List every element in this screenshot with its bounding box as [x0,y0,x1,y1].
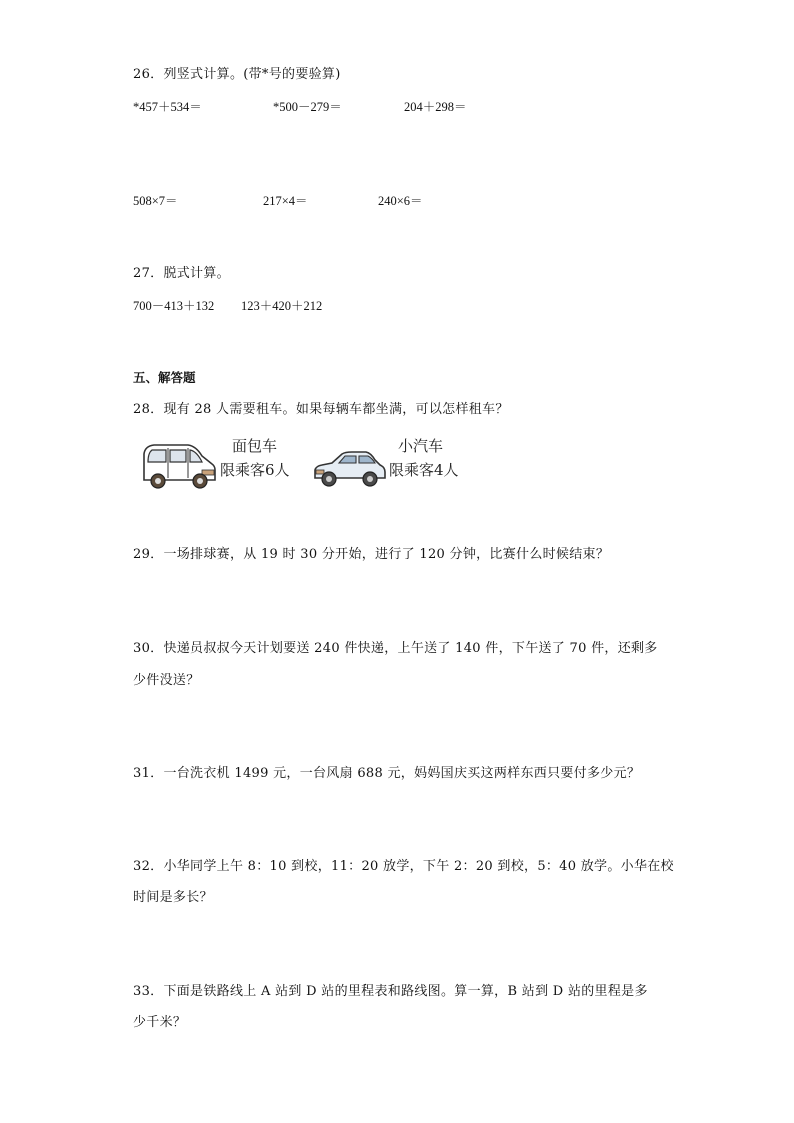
q26-expr-4: 508×7＝ [133,194,178,208]
q26-expr-6: 240×6＝ [378,194,423,208]
q31-text: 31．一台洗衣机 1499 元，一台风扇 688 元，妈妈国庆买这两样东西只要付多少元？ [133,766,641,781]
q32-line2: 时间是多长？ [133,890,213,905]
q30-line2: 少件没送？ [133,673,200,688]
q26-expr-5: 217×4＝ [263,194,308,208]
car-name: 小汽车 [398,437,444,455]
q26-title: 26．列竖式计算。(带*号的要验算) [133,67,341,82]
q26-expr-1: *457＋534＝ [133,100,202,114]
van-icon [140,440,218,492]
van-limit: 限乘客6人 [220,461,290,479]
q27-expr-1: 700－413＋132 [133,299,215,313]
car-icon [312,446,388,492]
q27-title: 27．脱式计算。 [133,266,230,281]
q26-expr-2: *500－279＝ [273,100,342,114]
q28-text: 28．现有 28 人需要租车。如果每辆车都坐满，可以怎样租车？ [133,402,509,417]
q33-line1: 33．下面是铁路线上 A 站到 D 站的里程表和路线图。算一算，B 站到 D 站的里程是多 [133,984,648,999]
q33-line2: 少千米？ [133,1015,187,1030]
q32-line1: 32．小华同学上午 8：10 到校，11：20 放学，下午 2：20 到校，5：40 放学。小华在校 [133,859,674,874]
q29-text: 29．一场排球赛，从 19 时 30 分开始，进行了 120 分钟，比赛什么时候结束？ [133,547,610,562]
section-title: 五、解答题 [133,370,196,385]
q26-expr-3: 204＋298＝ [404,100,467,114]
vehicle-options [140,436,470,494]
q27-expr-2: 123＋420＋212 [241,299,323,313]
car-limit: 限乘客4人 [389,461,459,479]
van-name: 面包车 [232,437,278,455]
q30-line1: 30．快递员叔叔今天计划要送 240 件快递，上午送了 140 件，下午送了 70 件，还剩多 [133,641,658,656]
